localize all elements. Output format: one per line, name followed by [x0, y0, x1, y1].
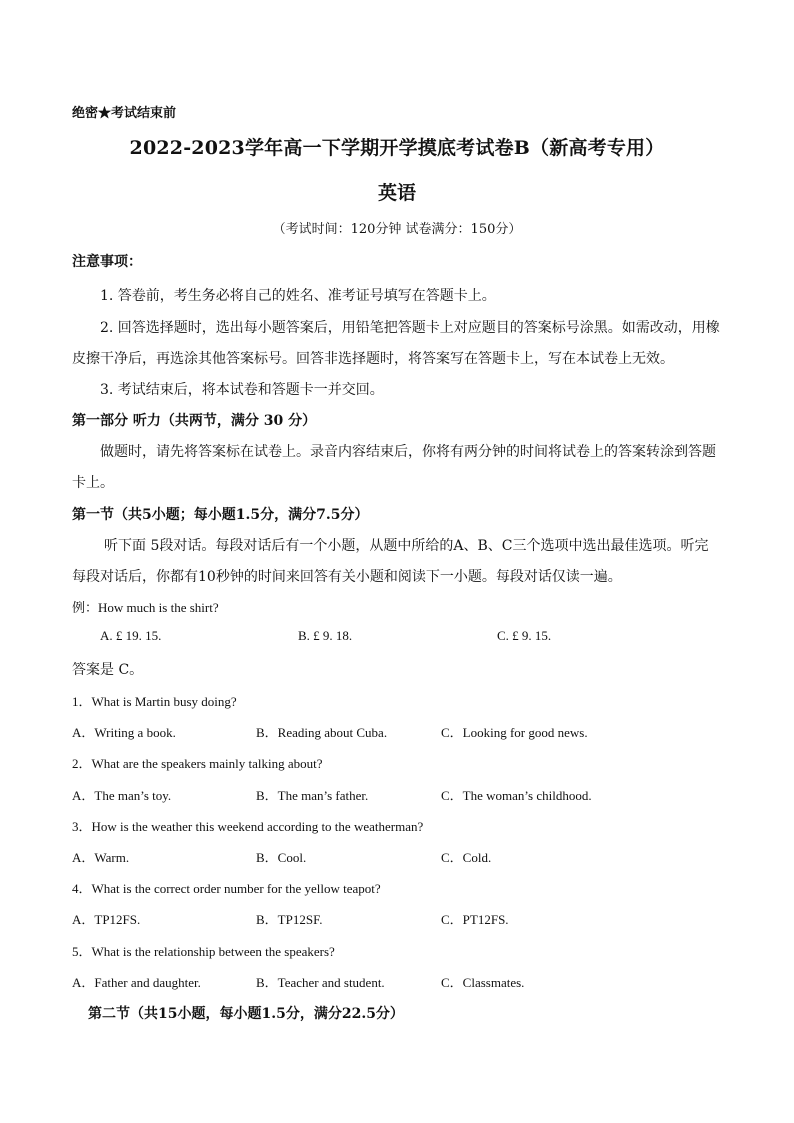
question-2: 2．What are the speakers mainly talking about? [72, 756, 323, 771]
example-question: 例：How much is the shirt? [72, 600, 219, 615]
question-1-option-b: B．Reading about Cuba. [256, 725, 388, 740]
question-5-option-c: C．Classmates. [441, 975, 525, 990]
question-5-option-b: B．Teacher and student. [256, 975, 385, 990]
question-5-option-a: A．Father and daughter. [72, 975, 201, 990]
notice-heading: 注意事项： [72, 254, 142, 270]
question-1: 1．What is Martin busy doing? [72, 694, 237, 709]
question-3: 3．How is the weather this weekend according to the weatherman? [72, 819, 424, 834]
part1-instruction-line-1: 做题时，请先将答案标在试卷上。录音内容结束后，你将有两分钟的时间将试卷上的答案转涂到答题 [100, 444, 716, 460]
question-5: 5．What is the relationship between the speakers? [72, 944, 335, 959]
question-3-option-c: C．Cold. [441, 850, 492, 865]
notice-item-1: 1. 答卷前，考生务必将自己的姓名、准考证号填写在答题卡上。 [100, 288, 496, 304]
subject-title: 英语 [377, 182, 416, 204]
section1-instruction-line-1: 听下面 5段对话。每段对话后有一个小题，从题中所给的A、B、C三个选项中选出最佳选项。听完 [104, 538, 709, 554]
part1-heading: 第一部分 听力（共两节，满分 30 分） [72, 413, 317, 429]
confidential-label: 绝密★考试结束前 [72, 106, 177, 121]
question-1-option-a: A．Writing a book. [72, 725, 176, 740]
example-option-a: A. £ 19. 15. [100, 628, 162, 643]
question-4: 4．What is the correct order number for the yellow teapot? [72, 881, 381, 896]
question-4-option-c: C．PT12FS. [441, 912, 509, 927]
exam-time-info: （考试时间：120分钟 试卷满分：150分） [272, 222, 522, 237]
section1-heading: 第一节（共5小题；每小题1.5分，满分7.5分） [72, 507, 369, 523]
question-2-option-c: C．The woman’s childhood. [441, 788, 592, 803]
question-4-option-b: B．TP12SF. [256, 912, 323, 927]
section1-instruction-line-2: 每段对话后，你都有10秒钟的时间来回答有关小题和阅读下一小题。每段对话仅读一遍。 [72, 569, 622, 585]
question-1-option-c: C．Looking for good news. [441, 725, 588, 740]
question-3-option-a: A．Warm. [72, 850, 130, 865]
notice-item-2-line-1: 2. 回答选择题时，选出每小题答案后，用铅笔把答题卡上对应题目的答案标号涂黑。如需改动，用橡 [100, 320, 720, 336]
example-option-b: B. £ 9. 18. [298, 628, 353, 643]
question-4-option-a: A．TP12FS. [72, 912, 141, 927]
section2-heading: 第二节（共15小题，每小题1.5分，满分22.5分） [88, 1006, 404, 1022]
question-2-option-b: B．The man’s father. [256, 788, 369, 803]
question-2-option-a: A．The man’s toy. [72, 788, 172, 803]
notice-item-2-line-2: 皮擦干净后，再选涂其他答案标号。回答非选择题时，将答案写在答题卡上，写在本试卷上无效。 [72, 351, 674, 367]
exam-title: 2022-2023学年高一下学期开学摸底考试卷B（新高考专用） [129, 137, 665, 159]
notice-item-3: 3. 考试结束后，将本试卷和答题卡一并交回。 [100, 382, 384, 398]
question-3-option-b: B．Cool. [256, 850, 307, 865]
example-option-c: C. £ 9. 15. [497, 628, 552, 643]
example-answer: 答案是 C。 [72, 662, 144, 678]
part1-instruction-line-2: 卡上。 [72, 475, 114, 491]
